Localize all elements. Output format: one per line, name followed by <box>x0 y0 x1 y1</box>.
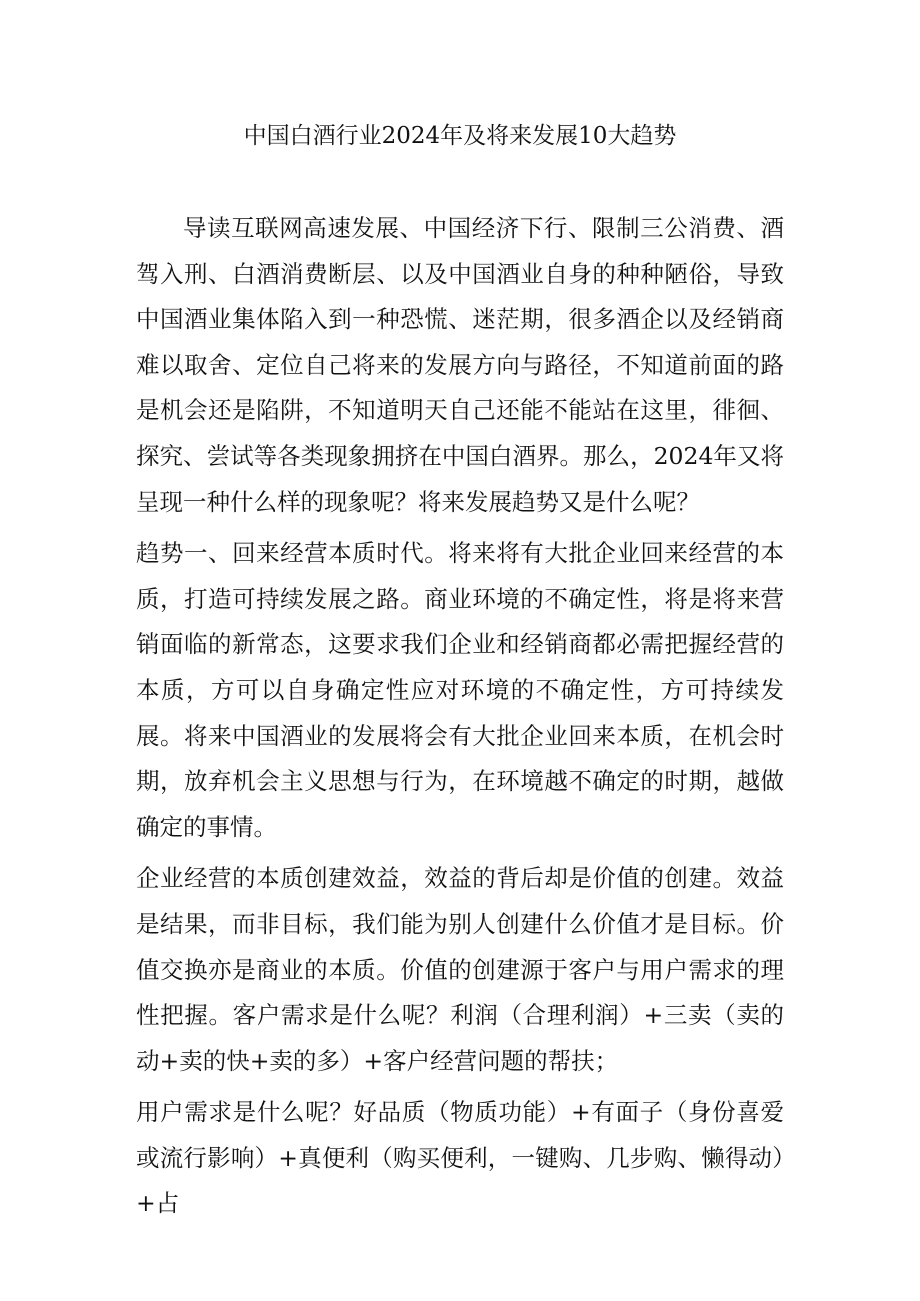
document-body <box>136 206 784 1233</box>
paragraph-user-needs: 用户需求是什么呢？好品质（物质功能）+有面子（身份喜爱或流行影响）+真便利（购买便利，一键购、几步购、懒得动）+占 <box>136 1098 784 1218</box>
document-title: 中国白酒行业2024年及将来发展10大趋势 <box>243 123 677 149</box>
paragraph-business-essence: 企业经营的本质创建效益，效益的背后却是价值的创建。效益是结果，而非目标，我们能为别人创建什么价值才是目标。价值交换亦是商业的本质。价值的创建源于客户与用户需求的理性把握。客户需求是什么呢？利润（合理利润）+三卖（卖的动+卖的快+卖的多）+客户经营问题的帮扶； <box>136 864 784 1075</box>
paragraph-trend-one: 趋势一、回来经营本质时代。将来将有大批企业回来经营的本质，打造可持续发展之路。商业环境的不确定性，将是将来营销面临的新常态，这要求我们企业和经销商都必需把握经营的本质，方可以自身确定性应对环境的不确定性，方可持续发展。将来中国酒业的发展将会有大批企业回来本质，在机会时期，放弃机会主义思想与行为，在环境越不确定的时期，越做确定的事情。 <box>136 539 784 841</box>
paragraph-intro: 导读互联网高速发展、中国经济下行、限制三公消费、酒驾入刑、白酒消费断层、以及中国酒业自身的种种陋俗，导致中国酒业集体陷入到一种恐慌、迷茫期，很多酒企以及经销商难以取舍、定位自己将来的发展方向与路径，不知道前面的路是机会还是陷阱，不知道明天自己还能不能站在这里，徘徊、探究、尝试等各类现象拥挤在中国白酒界。那么，2024年又将呈现一种什么样的现象呢？将来发展趋势又是什么呢？ <box>136 214 784 516</box>
